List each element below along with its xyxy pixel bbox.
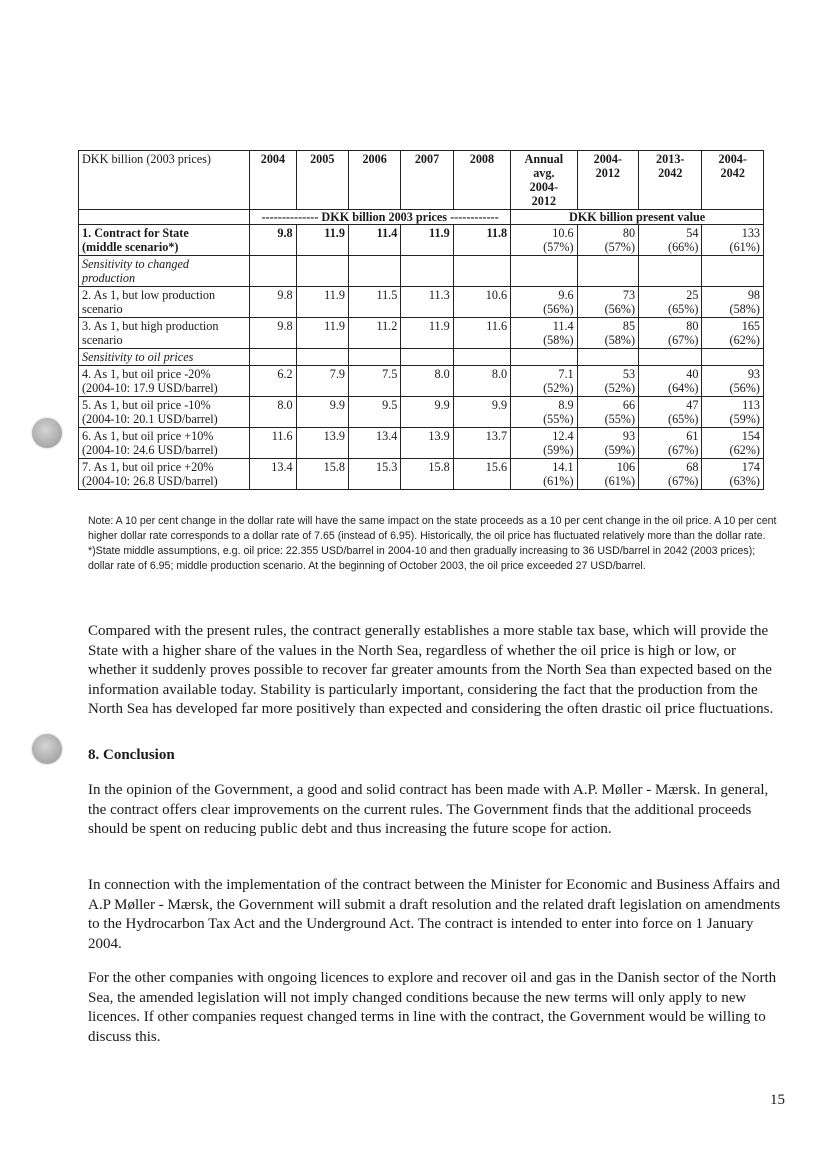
cell-2007: 11.9	[401, 225, 453, 256]
cell-2005: 13.9	[296, 428, 348, 459]
cell-pv-2004-2012: 73 (56%)	[577, 287, 638, 318]
cell-pv-2004-2012: 66 (55%)	[577, 397, 638, 428]
section-row-oil	[79, 349, 764, 366]
header-2008: 2008	[453, 151, 510, 210]
cell-pv-2004-2012: 93 (59%)	[577, 428, 638, 459]
cell-pv-2013-2042: 80 (67%)	[639, 318, 702, 349]
table-row	[79, 225, 764, 256]
cell-pv-2004-2012: 85 (58%)	[577, 318, 638, 349]
cell-2004: 9.8	[250, 225, 296, 256]
cell-2006: 11.2	[348, 318, 400, 349]
cell-pv-2004-2042: 113 (59%)	[702, 397, 764, 428]
cell-2006: 9.5	[348, 397, 400, 428]
cell-pv-2004-2042: 93 (56%)	[702, 366, 764, 397]
header-2004-2012: 2004- 2012	[577, 151, 638, 210]
table-row	[79, 287, 764, 318]
row-label: 2. As 1, but low production scenario	[79, 287, 250, 318]
state-proceeds-table	[78, 150, 764, 490]
cell-2006: 13.4	[348, 428, 400, 459]
note-middle-assumptions: *)State middle assumptions, e.g. oil price: 22.355 USD/barrel in 2004-10 and then gradually increasing to 36 USD/barrel in 2042 (2003 prices); dollar rate of 6.95; middle production scenario. At the beginning of October 2003, the oil price exceeded 27 USD/barrel.	[88, 545, 756, 572]
unit-prices-label: -------------- DKK billion 2003 prices ------------	[250, 210, 511, 225]
punch-hole-upper	[32, 418, 62, 448]
cell-2004: 9.8	[250, 318, 296, 349]
cell-pv-2004-2012: 80 (57%)	[577, 225, 638, 256]
note-dollar-rate: Note: A 10 per cent change in the dollar rate will have the same impact on the state proceeds as a 10 per cent change in the oil price. A 10 per cent higher dollar rate corresponds to a dollar rate of 7.65 (instead of 6.95). Historically, the oil price has fluctuated relatively more than the dollar rate.	[88, 515, 777, 542]
cell-pv-2004-2042: 154 (62%)	[702, 428, 764, 459]
cell-annual-avg: 14.1 (61%)	[511, 459, 577, 490]
row-label: 6. As 1, but oil price +10% (2004-10: 24.6 USD/barrel)	[79, 428, 250, 459]
unit-row	[79, 210, 764, 225]
cell-2008: 10.6	[453, 287, 510, 318]
table-row	[79, 397, 764, 428]
cell-2008: 13.7	[453, 428, 510, 459]
cell-2005: 15.8	[296, 459, 348, 490]
cell-pv-2004-2042: 174 (63%)	[702, 459, 764, 490]
row-label: 7. As 1, but oil price +20% (2004-10: 26.8 USD/barrel)	[79, 459, 250, 490]
header-2004: 2004	[250, 151, 296, 210]
row-label: 4. As 1, but oil price -20% (2004-10: 17.9 USD/barrel)	[79, 366, 250, 397]
cell-2004: 13.4	[250, 459, 296, 490]
cell-pv-2004-2042: 133 (61%)	[702, 225, 764, 256]
table-row	[79, 318, 764, 349]
section-heading-conclusion: 8. Conclusion	[88, 747, 175, 763]
cell-pv-2004-2012: 106 (61%)	[577, 459, 638, 490]
cell-pv-2013-2042: 47 (65%)	[639, 397, 702, 428]
header-2005: 2005	[296, 151, 348, 210]
cell-2007: 11.9	[401, 318, 453, 349]
cell-2004: 6.2	[250, 366, 296, 397]
header-2004-2042: 2004- 2042	[702, 151, 764, 210]
cell-2005: 11.9	[296, 287, 348, 318]
cell-pv-2004-2042: 98 (58%)	[702, 287, 764, 318]
cell-annual-avg: 10.6 (57%)	[511, 225, 577, 256]
cell-2005: 11.9	[296, 225, 348, 256]
row-label: 3. As 1, but high production scenario	[79, 318, 250, 349]
cell-2008: 8.0	[453, 366, 510, 397]
row-label: 1. Contract for State (middle scenario*)	[79, 225, 250, 256]
section-label: Sensitivity to oil prices	[79, 349, 250, 366]
cell-pv-2013-2042: 25 (65%)	[639, 287, 702, 318]
header-2007: 2007	[401, 151, 453, 210]
table-row	[79, 459, 764, 490]
header-2013-2042: 2013- 2042	[639, 151, 702, 210]
cell-annual-avg: 8.9 (55%)	[511, 397, 577, 428]
cell-pv-2013-2042: 61 (67%)	[639, 428, 702, 459]
paragraph-implementation: In connection with the implementation of the contract between the Minister for Economic and Business Affairs and A.P Møller - Mærsk, the Government will submit a draft resolution and the related draft legislation on amendments to the Hydrocarbon Tax Act and the Underground Act. The contract is intended to enter into force on 1 January 2004.	[88, 877, 781, 952]
cell-pv-2013-2042: 40 (64%)	[639, 366, 702, 397]
section-row-production	[79, 256, 764, 287]
cell-annual-avg: 7.1 (52%)	[511, 366, 577, 397]
header-unit: DKK billion (2003 prices)	[79, 151, 250, 210]
punch-hole-lower	[32, 734, 62, 764]
cell-annual-avg: 9.6 (56%)	[511, 287, 577, 318]
row-label: 5. As 1, but oil price -10% (2004-10: 20.1 USD/barrel)	[79, 397, 250, 428]
cell-2006: 11.5	[348, 287, 400, 318]
cell-2007: 9.9	[401, 397, 453, 428]
paragraph-government-opinion: In the opinion of the Government, a good and solid contract has been made with A.P. Møller - Mærsk. In general, the contract offers clear improvements on the current rules. The Government finds that the additional proceeds should be spent on reducing public debt and thus increasing the future scope for action.	[88, 782, 769, 837]
cell-2008: 9.9	[453, 397, 510, 428]
unit-present-value-label: DKK billion present value	[511, 210, 764, 225]
cell-2007: 8.0	[401, 366, 453, 397]
table-notes	[88, 514, 778, 574]
table-header-row	[79, 151, 764, 210]
cell-2008: 11.6	[453, 318, 510, 349]
cell-2007: 13.9	[401, 428, 453, 459]
cell-2005: 9.9	[296, 397, 348, 428]
cell-2004: 9.8	[250, 287, 296, 318]
section-label: Sensitivity to changed production	[79, 256, 250, 287]
cell-2007: 11.3	[401, 287, 453, 318]
cell-2005: 11.9	[296, 318, 348, 349]
cell-2006: 11.4	[348, 225, 400, 256]
cell-annual-avg: 12.4 (59%)	[511, 428, 577, 459]
cell-pv-2013-2042: 54 (66%)	[639, 225, 702, 256]
table-row	[79, 366, 764, 397]
header-annual-avg: Annual avg. 2004- 2012	[511, 151, 577, 210]
cell-2008: 15.6	[453, 459, 510, 490]
cell-2007: 15.8	[401, 459, 453, 490]
cell-annual-avg: 11.4 (58%)	[511, 318, 577, 349]
cell-2006: 15.3	[348, 459, 400, 490]
cell-2004: 8.0	[250, 397, 296, 428]
cell-2005: 7.9	[296, 366, 348, 397]
cell-2008: 11.8	[453, 225, 510, 256]
cell-pv-2004-2012: 53 (52%)	[577, 366, 638, 397]
cell-2006: 7.5	[348, 366, 400, 397]
cell-pv-2013-2042: 68 (67%)	[639, 459, 702, 490]
paragraph-other-companies: For the other companies with ongoing licences to explore and recover oil and gas in the Danish sector of the North Sea, the amended legislation will not imply changed conditions because the new terms will only apply to new licences. If other companies request changed terms in line with the contract, the Government would be willing to discuss this.	[88, 970, 777, 1045]
table-row	[79, 428, 764, 459]
cell-2004: 11.6	[250, 428, 296, 459]
cell-pv-2004-2042: 165 (62%)	[702, 318, 764, 349]
page-number: 15	[770, 1092, 785, 1108]
paragraph-stability: Compared with the present rules, the contract generally establishes a more stable tax base, which will provide the State with a higher share of the values in the North Sea, regardless of whether the oil price is high or low, or whether it suddenly proves possible to recover far greater amounts from the North Sea than expected based on the information available today. Stability is particularly important, considering the fact that the production from the North Sea has developed far more positively than expected and considering the often drastic oil price fluctuations.	[88, 623, 774, 717]
header-2006: 2006	[348, 151, 400, 210]
